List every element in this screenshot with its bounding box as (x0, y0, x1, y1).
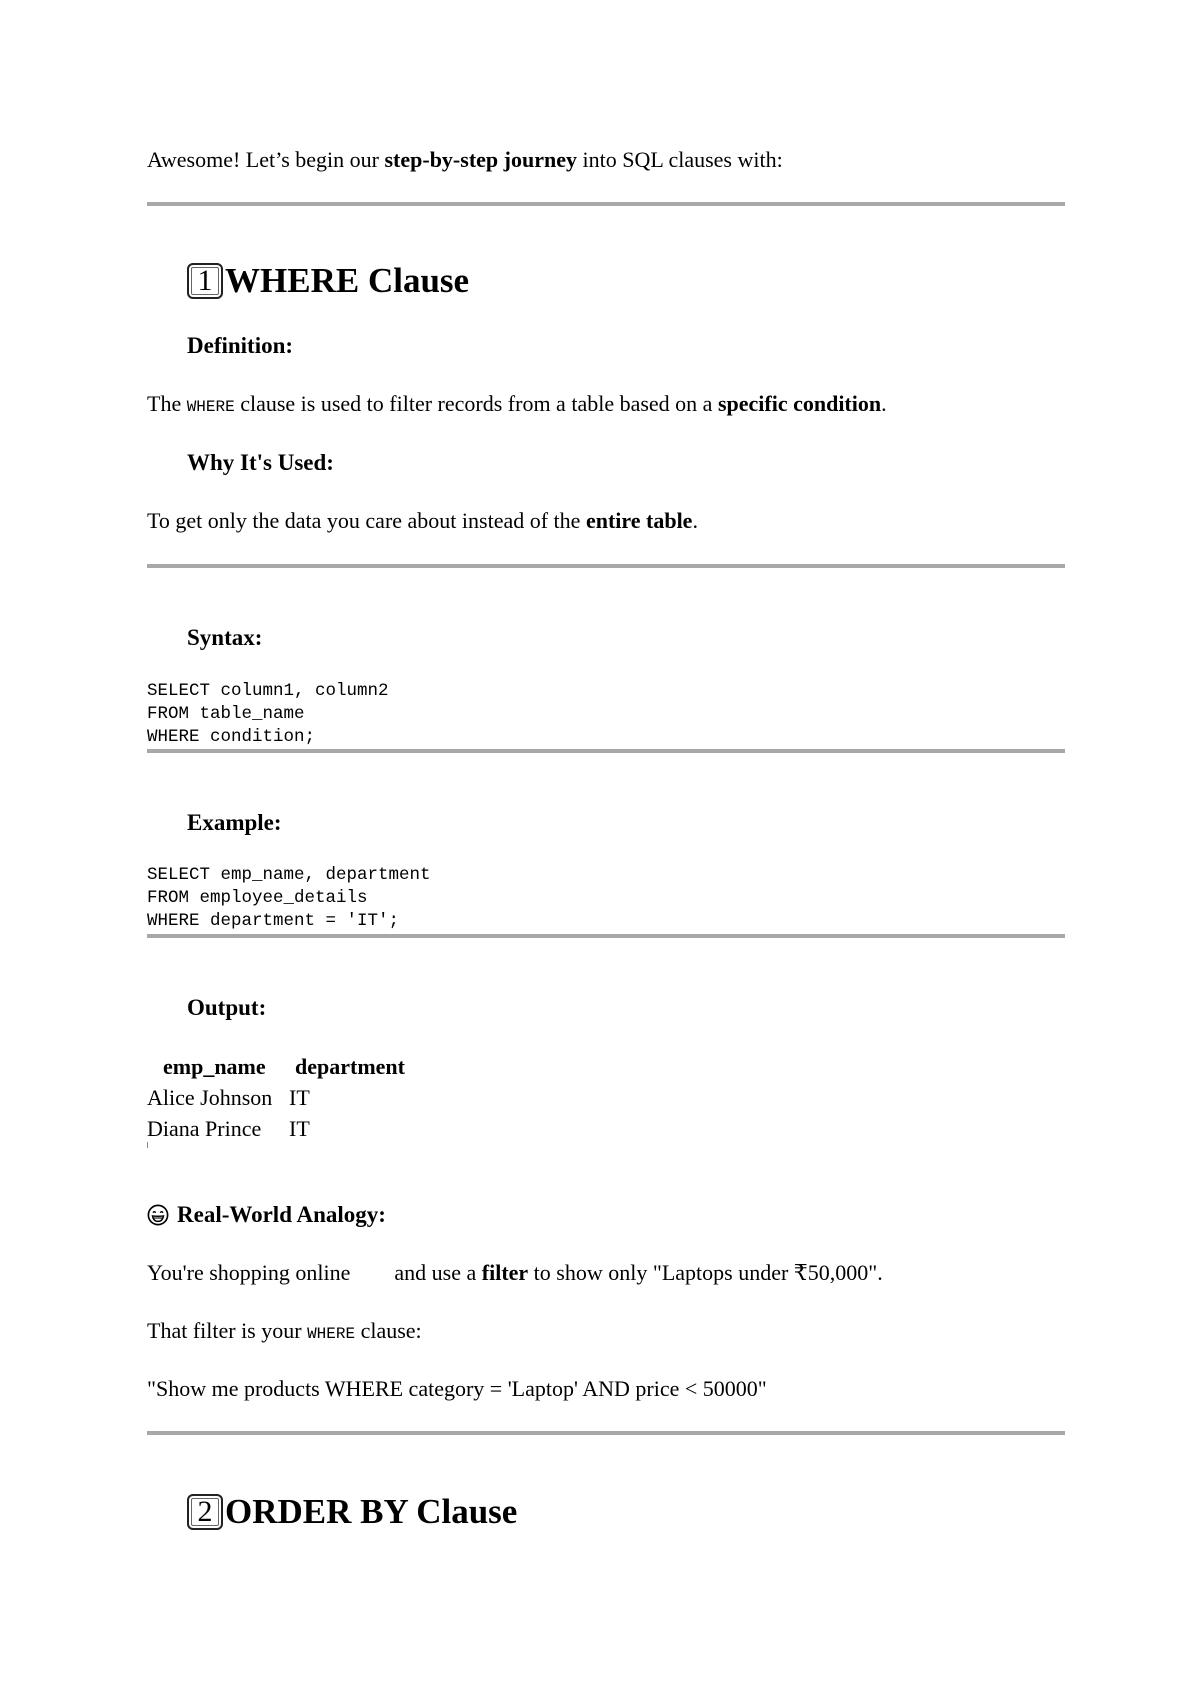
grinning-face-icon (147, 1204, 169, 1226)
analogy-title: Real-World Analogy: (177, 1202, 386, 1227)
section-title: WHERE Clause (225, 261, 470, 300)
table-edge-mark (147, 1142, 148, 1148)
inline-code: WHERE (186, 398, 235, 416)
horizontal-rule (147, 564, 1065, 568)
analogy-text-end: to show only "Laptops under ₹50,000". (528, 1260, 883, 1285)
definition-text-end: . (881, 391, 887, 416)
why-paragraph (147, 506, 698, 536)
table-cell: IT (289, 1085, 310, 1110)
definition-text: The (147, 391, 187, 416)
section-heading-order-by (187, 1490, 517, 1534)
horizontal-rule (147, 202, 1065, 206)
code-line: SELECT column1, column2 (147, 681, 389, 701)
table-row (147, 1113, 405, 1144)
syntax-heading: Syntax: (187, 625, 263, 650)
code-line: WHERE condition; (147, 727, 316, 747)
analogy-text: You're shopping online (147, 1260, 351, 1285)
definition-paragraph (147, 389, 887, 422)
why-text-end: . (692, 508, 698, 533)
analogy-bold: filter (481, 1260, 529, 1285)
syntax-code-block (147, 680, 389, 749)
inline-code: WHERE (307, 1325, 356, 1343)
table-header-row (147, 1051, 405, 1082)
definition-text-middle: clause is used to filter records from a table based on a (234, 391, 718, 416)
horizontal-rule (147, 934, 1065, 938)
code-line: FROM employee_details (147, 888, 368, 908)
code-line: SELECT emp_name, department (147, 865, 431, 885)
horizontal-rule (147, 749, 1065, 753)
example-heading: Example: (187, 810, 282, 835)
analogy2-text: That filter is your (147, 1318, 308, 1343)
analogy-paragraph (147, 1258, 883, 1288)
why-heading: Why It's Used: (187, 450, 334, 475)
output-table (147, 1051, 405, 1144)
keycap-number-one-icon: 1 (187, 263, 223, 299)
section-title: ORDER BY Clause (225, 1492, 518, 1531)
column-header: department (295, 1054, 405, 1079)
intro-paragraph (147, 145, 783, 175)
why-text: To get only the data you care about instead of the (147, 508, 586, 533)
table-row (147, 1082, 405, 1113)
analogy-gap (350, 1260, 394, 1285)
definition-heading: Definition: (187, 333, 294, 358)
analogy-heading (147, 1200, 386, 1230)
analogy-text-middle: and use a (394, 1260, 482, 1285)
horizontal-rule (147, 1431, 1065, 1435)
analogy-paragraph-2 (147, 1316, 422, 1349)
code-line: FROM table_name (147, 704, 305, 724)
example-code-block (147, 864, 431, 933)
column-header: emp_name (163, 1054, 266, 1079)
table-cell: Diana Prince (147, 1116, 262, 1141)
section-heading-where (187, 259, 469, 303)
table-cell: Alice Johnson (147, 1085, 273, 1110)
table-cell: IT (289, 1116, 310, 1141)
keycap-number-two-icon: 2 (187, 1494, 223, 1530)
analogy2-text-end: clause: (355, 1318, 422, 1343)
why-bold: entire table (585, 508, 693, 533)
intro-text: Awesome! Let’s begin our (147, 147, 385, 172)
intro-text-end: into SQL clauses with: (576, 147, 783, 172)
code-line: WHERE department = 'IT'; (147, 911, 400, 931)
intro-bold: step-by-step journey (384, 147, 577, 172)
output-heading: Output: (187, 995, 267, 1020)
analogy-quote: "Show me products WHERE category = 'Laptop' AND price < 50000" (147, 1376, 767, 1401)
definition-bold: specific condition (717, 391, 882, 416)
